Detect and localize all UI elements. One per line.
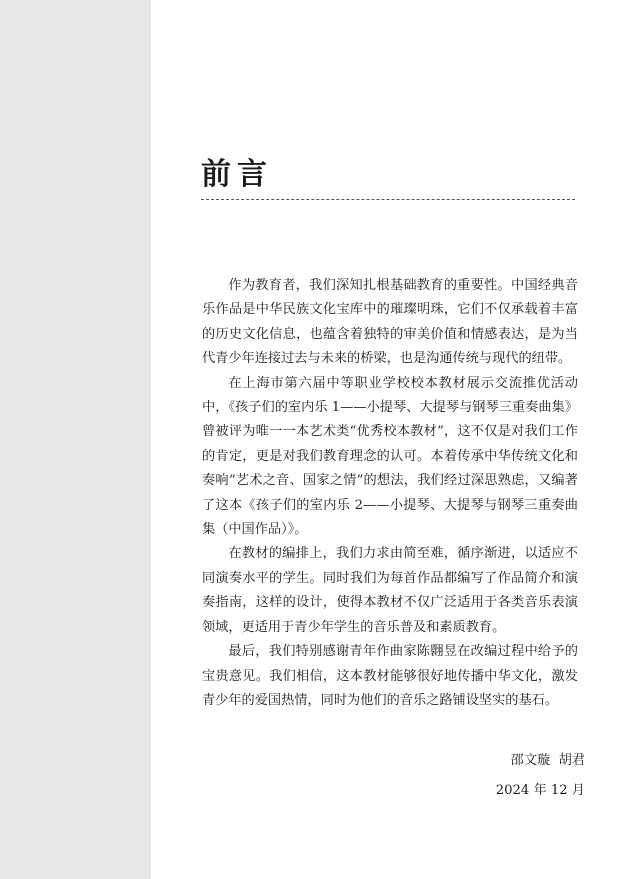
signature-block [496,746,585,806]
paragraph-3: 在教材的编排上，我们力求由简至难，循序渐进，以适应不同演奏水平的学生。同时我们为每首作品都编写了作品简介和演奏指南，这样的设计，使得本教材不仅广泛适用于各类音乐表演领域，更适用于青少年学生的音乐普及和素质教育。 [202,546,578,635]
page-gutter [0,0,151,879]
paragraph-4: 最后，我们特别感谢青年作曲家陈翾昱在改编过程中给予的宝贵意见。我们相信，这本教材能够很好地传播中华文化，激发青少年的爱国热情，同时为他们的音乐之路铺设坚实的基石。 [202,644,578,708]
authors: 邵文璇 胡君 [510,753,585,768]
preface-page [151,0,640,879]
title-divider [201,199,575,200]
date: 2024 年 12 月 [495,783,585,798]
paragraph-2: 在上海市第六届中等职业学校校本教材展示交流推优活动中，《孩子们的室内乐 1——小提琴、大提琴与钢琴三重奏曲集》曾被评为唯一一本艺术类“优秀校本教材”，这不仅是对我们工作的肯定，更是对我们教育理念的认可。本着传承中华传统文化和奏响“艺术之音、国家之情”的想法，我们经过深思熟虑，又编著了这本《孩子们的室内乐 2——小提琴、大提琴与钢琴三重奏曲集（中国作品）》。 [202,375,578,538]
preface-body [202,274,578,713]
paragraph-1: 作为教育者，我们深知扎根基础教育的重要性。中国经典音乐作品是中华民族文化宝库中的璀璨明珠，它们不仅承载着丰富的历史文化信息，也蕴含着独特的审美价值和情感表达，是为当代青少年连接过去与未来的桥梁，也是沟通传统与现代的纽带。 [202,278,578,367]
page-title: 前言 [201,157,273,192]
